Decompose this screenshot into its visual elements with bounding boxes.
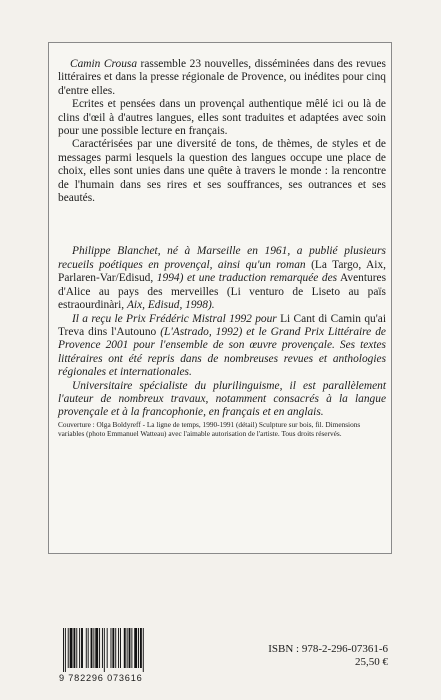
- barcode-bar: [124, 628, 126, 668]
- barcode-bar: [68, 628, 69, 668]
- barcode-bar: [120, 628, 121, 668]
- barcode-bar: [127, 628, 128, 668]
- barcode-bar: [143, 628, 144, 672]
- blurb-paragraph-1: Camin Crousa rassemble 23 nouvelles, disséminées dans des revues littéraires et dans la presse régionale de Provence, ou inédites pour cinq d'entre elles.: [58, 58, 386, 97]
- back-cover-text: [58, 58, 386, 439]
- barcode-bar: [79, 628, 80, 668]
- barcode-bar: [129, 628, 131, 668]
- price: 25,50 €: [355, 656, 388, 668]
- barcode-bar: [99, 628, 100, 668]
- barcode-bar: [115, 628, 116, 668]
- barcode-bars: [63, 628, 175, 672]
- barcode-bar: [131, 628, 132, 668]
- barcode-bar: [65, 628, 66, 672]
- isbn-price-block: [268, 643, 388, 669]
- barcode-bar: [76, 628, 77, 668]
- barcode: [59, 628, 175, 684]
- bio-paragraph-1: Philippe Blanchet, né à Marseille en 1961, a publié plusieurs recueils poétiques en provençal, ainsi qu'un roman (La Targo, Aix, Parlaren-Var/Edisud, 1994) et une traduction remarquée des Aventures d'Alice au pays des merveilles (Li venturo de Liseto au païs estraourdinàri, Aix, Edisud, 1998).: [58, 245, 387, 312]
- bio-paragraph-3: Universitaire spécialiste du plurilinguisme, il est parallèlement l'auteur de nombreux travaux, notamment consacrés à la langue provençale et à la francophonie, en français et en anglais.: [58, 379, 386, 419]
- barcode-bar: [73, 628, 75, 668]
- blurb-paragraph-2: Ecrites et pensées dans un provençal authentique mêlé ici ou là de clins d'œil à d'autres langues, elles sont traduites et adaptées avec soin pour une possible lecture en français.: [58, 98, 386, 138]
- barcode-bar: [111, 628, 112, 668]
- barcode-bar: [134, 628, 137, 668]
- barcode-bar: [112, 628, 114, 668]
- barcode-bar: [102, 628, 103, 668]
- blurb-paragraph-3: Caractérisées par une diversité de tons, de thèmes, de styles et de messages parmi lesquels la question des langues occupe une place de choix, elles sont unies dans une quête à travers le monde : la rencontre de l'humain dans ses rires et ses souffrances, ses outrances et ses beautés.: [58, 138, 386, 205]
- book-title: Camin Crousa: [70, 58, 138, 70]
- barcode-bar: [91, 628, 93, 668]
- barcode-bar: [95, 628, 98, 668]
- barcode-bar: [104, 628, 105, 672]
- barcode-bar: [70, 628, 73, 668]
- barcode-bar: [88, 628, 89, 668]
- ean-number: 9 782296 073616: [59, 673, 143, 683]
- barcode-bar: [86, 628, 87, 668]
- cover-credits: Couverture : Olga Boldyreff - La ligne de temps, 1990-1991 (détail) Sculpture sur bois, fil. Dimensions variables (photo Emmanuel Watteau) avec l'aimable autorisation de l'artiste. Tous droits réservés.: [58, 419, 361, 439]
- barcode-bar: [107, 628, 108, 668]
- isbn-number: ISBN : 978-2-296-07361-6: [268, 643, 388, 655]
- barcode-bar: [81, 628, 83, 668]
- barcode-bar: [63, 628, 64, 672]
- barcode-bar: [118, 628, 119, 668]
- barcode-bar: [140, 628, 142, 668]
- bio-paragraph-2: Il a reçu le Prix Frédéric Mistral 1992 pour Li Cant di Camin qu'ai Treva dins l'Autouno (L'Astrado, 1992) et le Grand Prix Littéraire de Provence 2001 pour l'ensemble de son œuvre provençale. Ses textes littéraires ont été repris dans de nombreuses revues et anthologies régionales et internationales.: [58, 312, 386, 379]
- barcode-bar: [93, 628, 94, 668]
- barcode-bar: [138, 628, 139, 668]
